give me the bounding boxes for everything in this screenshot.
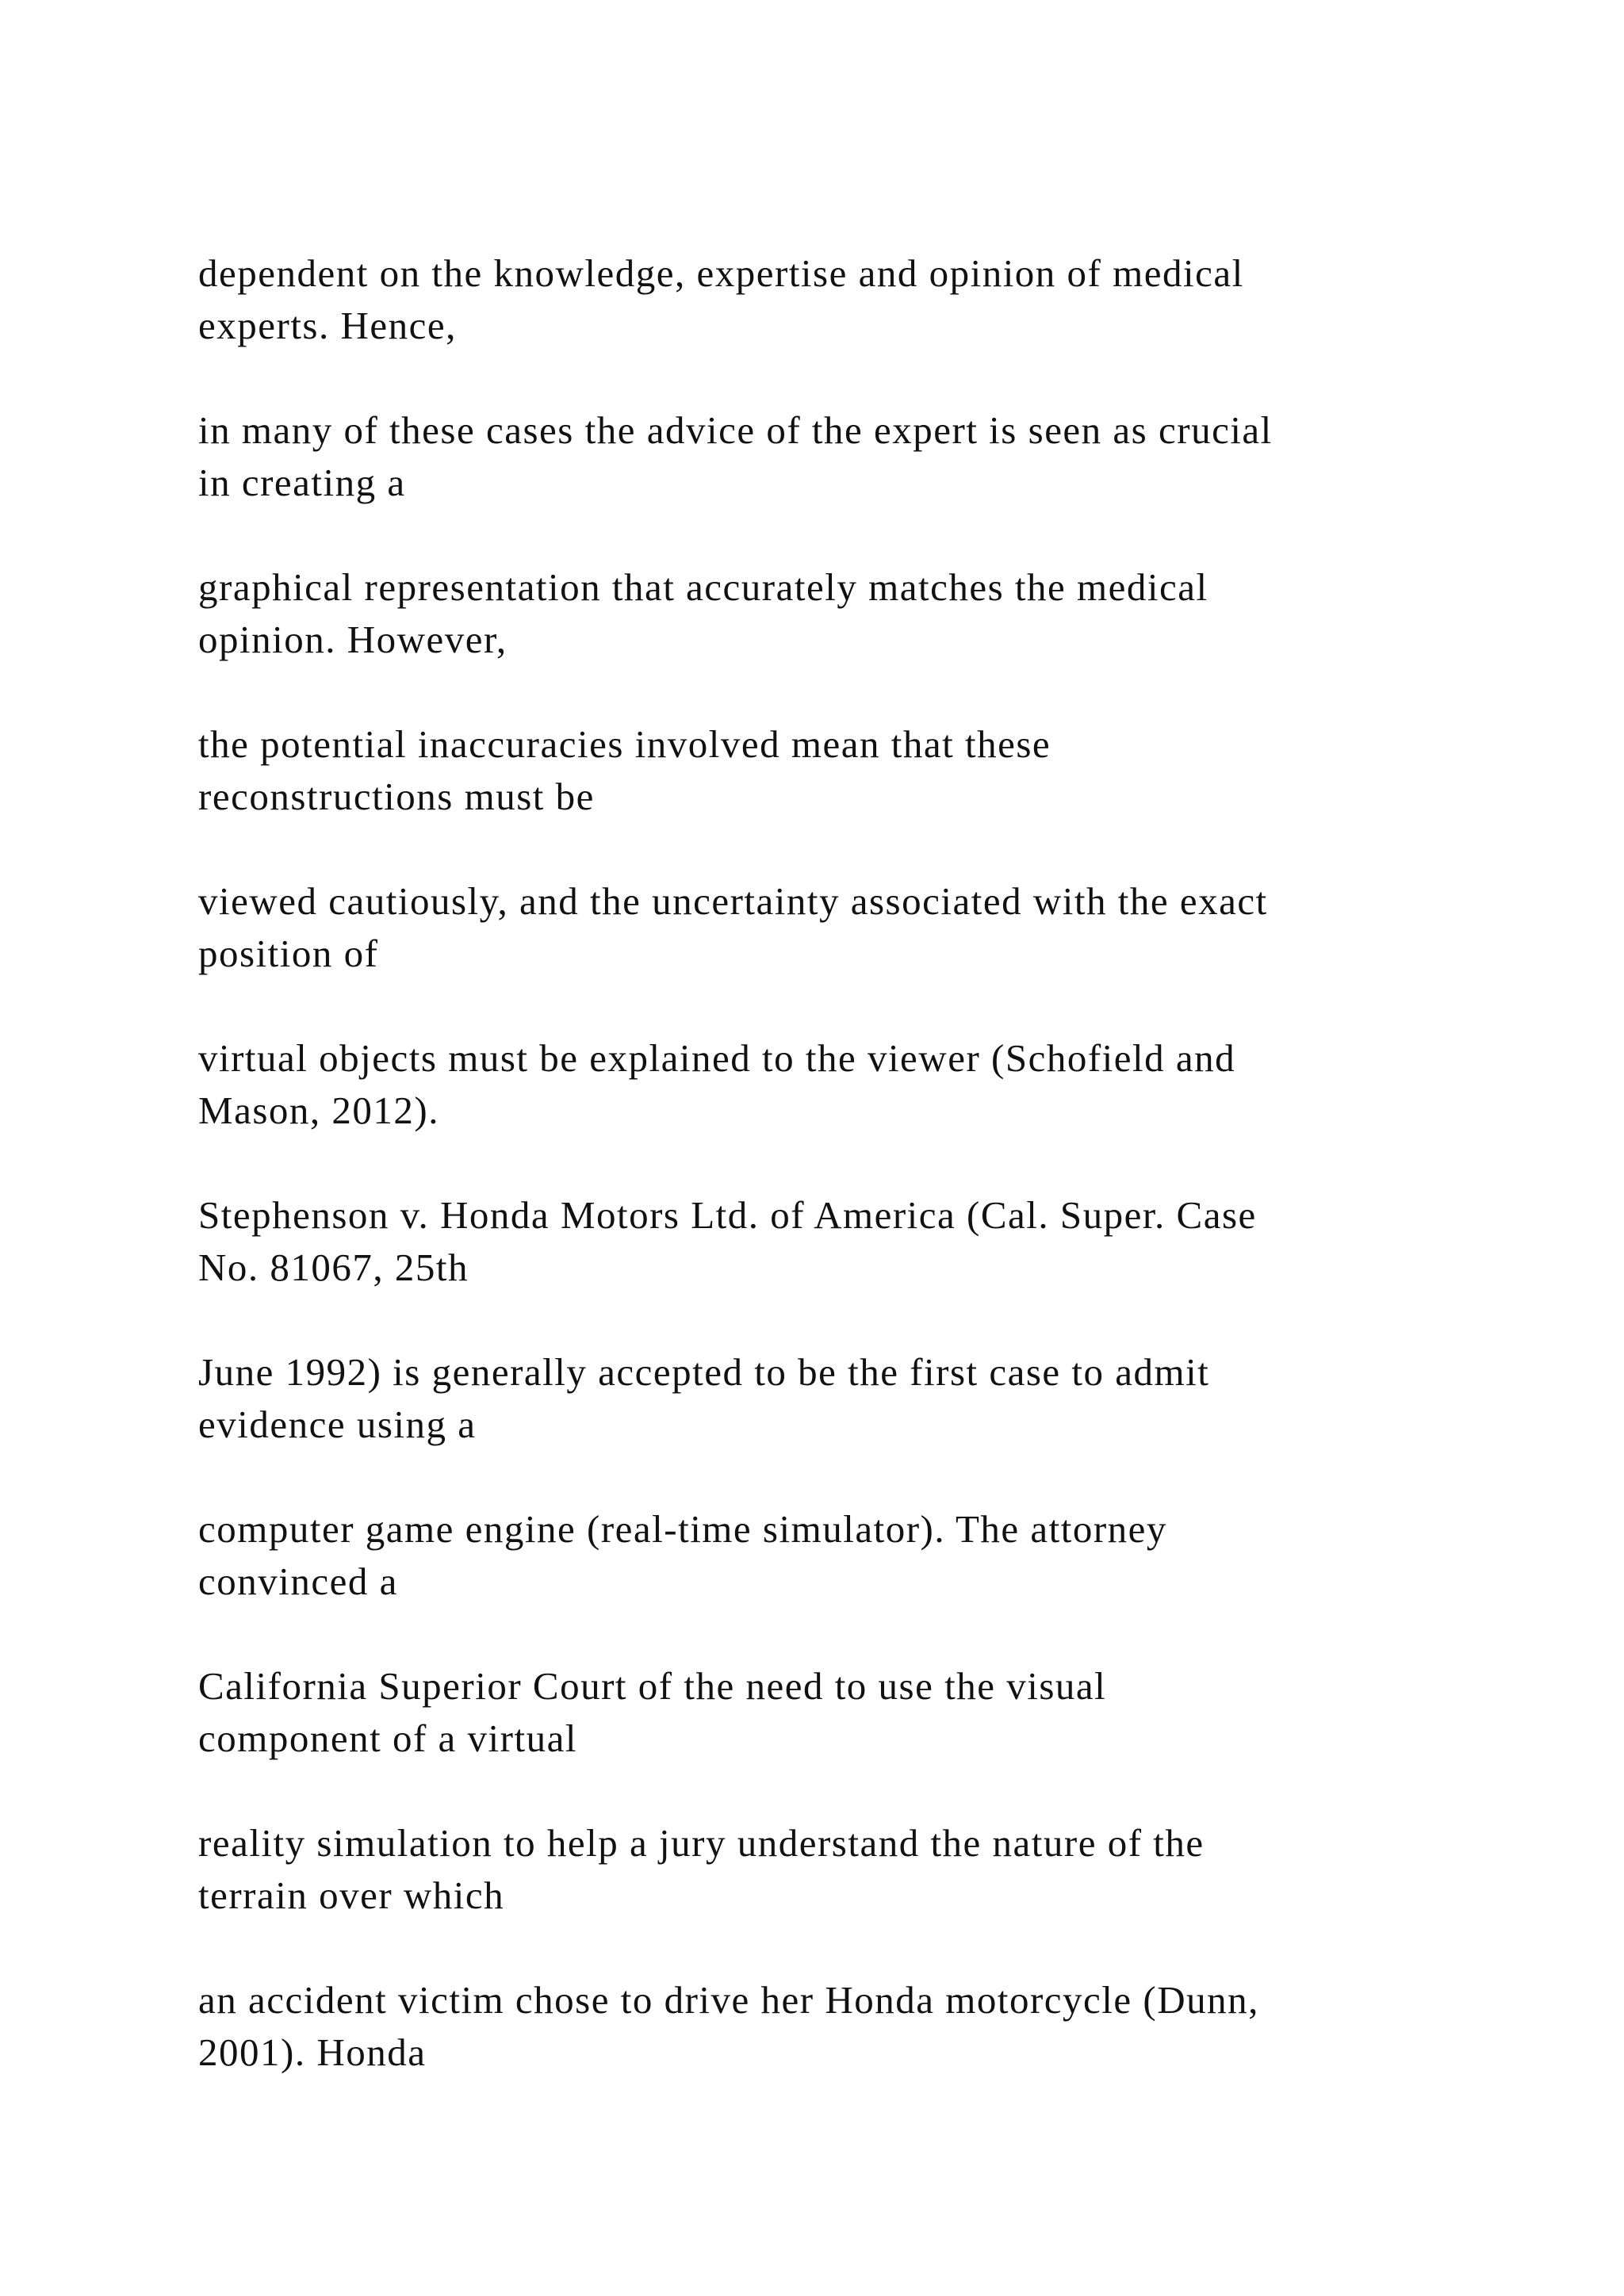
text-line: in creating a [198, 461, 406, 504]
text-line: terrain over which [198, 1873, 505, 1917]
text-line: in many of these cases the advice of the expert is seen as crucial [198, 408, 1273, 452]
paragraph [198, 1189, 1257, 1294]
text-line: opinion. However, [198, 618, 508, 661]
paragraph [198, 1974, 1259, 2079]
text-line: Mason, 2012). [198, 1089, 439, 1132]
text-line: the potential inaccuracies involved mean that these [198, 722, 1051, 766]
text-line: reconstructions must be [198, 775, 595, 818]
text-line: experts. Hence, [198, 304, 457, 347]
paragraph [198, 1503, 1167, 1608]
text-line: component of a virtual [198, 1716, 577, 1760]
paragraph [198, 718, 1051, 823]
paragraph [198, 561, 1208, 666]
text-line: position of [198, 932, 379, 975]
text-line: June 1992) is generally accepted to be the first case to admit [198, 1350, 1210, 1394]
text-line: virtual objects must be explained to the viewer (Schofield and [198, 1036, 1236, 1080]
paragraph [198, 247, 1244, 352]
text-line: graphical representation that accurately matches the medical [198, 565, 1208, 609]
text-line: evidence using a [198, 1402, 477, 1446]
text-line: 2001). Honda [198, 2030, 427, 2074]
text-line: No. 81067, 25th [198, 1246, 469, 1289]
text-line: California Superior Court of the need to use the visual [198, 1664, 1107, 1708]
paragraph [198, 875, 1268, 980]
paragraph [198, 1032, 1235, 1137]
paragraph [198, 1346, 1209, 1451]
text-line: convinced a [198, 1559, 398, 1603]
text-line: an accident victim chose to drive her Honda motorcycle (Dunn, [198, 1978, 1259, 2022]
text-line: reality simulation to help a jury understand the nature of the [198, 1821, 1205, 1865]
paragraph [198, 1817, 1205, 1922]
paragraph [198, 1660, 1106, 1765]
text-line: viewed cautiously, and the uncertainty associated with the exact [198, 879, 1268, 923]
text-line: computer game engine (real-time simulator). The attorney [198, 1507, 1167, 1551]
paragraph [198, 404, 1273, 509]
text-line: Stephenson v. Honda Motors Ltd. of America (Cal. Super. Case [198, 1193, 1257, 1237]
text-line: dependent on the knowledge, expertise and opinion of medical [198, 251, 1244, 295]
